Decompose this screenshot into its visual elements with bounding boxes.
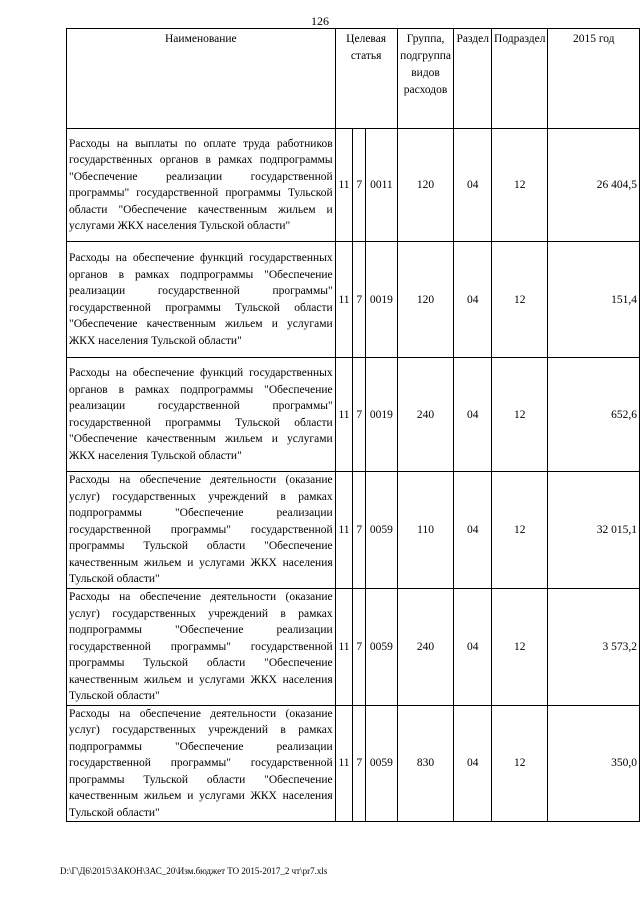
section: 04	[454, 129, 492, 242]
header-subsection: Подраздел	[492, 29, 548, 129]
amount-2015: 652,6	[548, 358, 640, 472]
row-name: Расходы на выплаты по оплате труда работников государственных органов в рамках подпрограммы "Обеспечение реализации государственной программы" государственной программы Тульской области "Обеспечение качественным жильем и услугами ЖКХ населения Тульской области"	[67, 129, 336, 242]
subsection: 12	[492, 705, 548, 822]
header-section: Раздел	[454, 29, 492, 129]
budget-table	[66, 28, 640, 822]
subsection: 12	[492, 129, 548, 242]
section: 04	[454, 472, 492, 589]
section: 04	[454, 705, 492, 822]
footer-file-path: D:\Г\Д6\2015\ЗАКОН\ЗАС_20\Изм.бюджет ТО 2015-2017_2 чт\pr7.xls	[60, 866, 328, 876]
expense-group: 120	[397, 129, 454, 242]
row-name: Расходы на обеспечение функций государственных органов в рамках подпрограммы "Обеспечение реализации государственной программы" государственной программы Тульской области "Обеспечение качественным жильем и услугами ЖКХ населения Тульской области"	[67, 242, 336, 358]
table-row	[67, 358, 640, 472]
subsection: 12	[492, 589, 548, 706]
amount-2015: 3 573,2	[548, 589, 640, 706]
target-article-part2: 7	[353, 358, 366, 472]
amount-2015: 350,0	[548, 705, 640, 822]
header-row	[67, 29, 640, 129]
table-row	[67, 472, 640, 589]
expense-group: 240	[397, 589, 454, 706]
target-article-part3: 0059	[366, 705, 398, 822]
target-article-part1: 11	[335, 358, 353, 472]
header-expense-group: Группа, подгруппа видов расходов	[397, 29, 454, 129]
page-number: 126	[311, 14, 329, 28]
target-article-part1: 11	[335, 472, 353, 589]
expense-group: 110	[397, 472, 454, 589]
amount-2015: 26 404,5	[548, 129, 640, 242]
target-article-part1: 11	[335, 705, 353, 822]
target-article-part3: 0059	[366, 589, 398, 706]
subsection: 12	[492, 358, 548, 472]
target-article-part1: 11	[335, 589, 353, 706]
header-year: 2015 год	[548, 29, 640, 129]
amount-2015: 151,4	[548, 242, 640, 358]
section: 04	[454, 589, 492, 706]
table-row	[67, 705, 640, 822]
target-article-part2: 7	[353, 129, 366, 242]
row-name: Расходы на обеспечение деятельности (оказание услуг) государственных учреждений в рамках подпрограммы "Обеспечение реализации государственной программы" государственной программы Тульской области "Обеспечение качественным жильем и услугами ЖКХ населения Тульской области"	[67, 705, 336, 822]
expense-group: 830	[397, 705, 454, 822]
row-name: Расходы на обеспечение деятельности (оказание услуг) государственных учреждений в рамках подпрограммы "Обеспечение реализации государственной программы" государственной программы Тульской области "Обеспечение качественным жильем и услугами ЖКХ населения Тульской области"	[67, 472, 336, 589]
target-article-part3: 0011	[366, 129, 398, 242]
amount-2015: 32 015,1	[548, 472, 640, 589]
target-article-part3: 0019	[366, 358, 398, 472]
subsection: 12	[492, 472, 548, 589]
row-name: Расходы на обеспечение деятельности (оказание услуг) государственных учреждений в рамках подпрограммы "Обеспечение реализации государственной программы" государственной программы Тульской области "Обеспечение качественным жильем и услугами ЖКХ населения Тульской области"	[67, 589, 336, 706]
header-name: Наименование	[67, 29, 336, 129]
target-article-part2: 7	[353, 589, 366, 706]
row-name: Расходы на обеспечение функций государственных органов в рамках подпрограммы "Обеспечение реализации государственной программы" государственной программы Тульской области "Обеспечение качественным жильем и услугами ЖКХ населения Тульской области"	[67, 358, 336, 472]
target-article-part1: 11	[335, 242, 353, 358]
section: 04	[454, 358, 492, 472]
target-article-part2: 7	[353, 705, 366, 822]
header-target-article: Целевая статья	[335, 29, 397, 129]
expense-group: 240	[397, 358, 454, 472]
expense-group: 120	[397, 242, 454, 358]
table-row	[67, 242, 640, 358]
target-article-part1: 11	[335, 129, 353, 242]
target-article-part3: 0059	[366, 472, 398, 589]
subsection: 12	[492, 242, 548, 358]
table-row	[67, 129, 640, 242]
target-article-part2: 7	[353, 242, 366, 358]
target-article-part2: 7	[353, 472, 366, 589]
section: 04	[454, 242, 492, 358]
target-article-part3: 0019	[366, 242, 398, 358]
table-row	[67, 589, 640, 706]
